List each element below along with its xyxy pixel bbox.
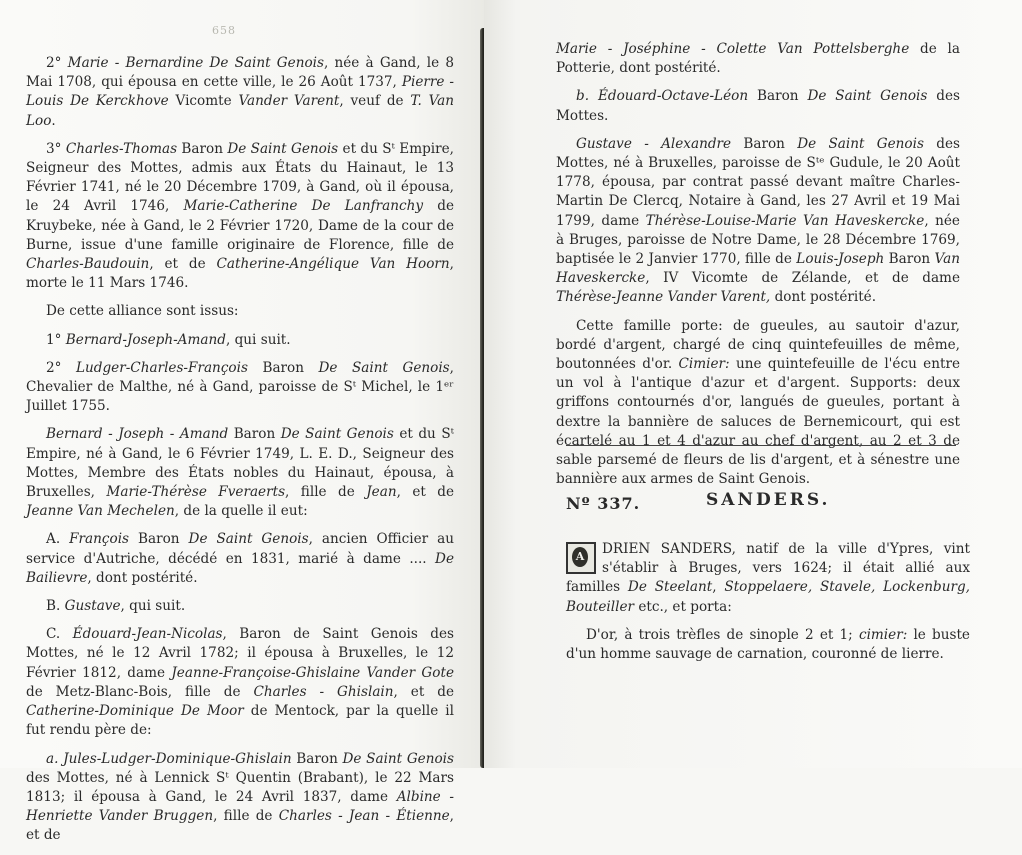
- paragraph-charles-thomas: 3° Charles-Thomas Baron De Saint Genois et du Sᵗ Empire, Seigneur des Mottes, admis aux États du Hainaut, le 13 Février 1741, né le 20 Décembre 1709, à Gand, où il épousa, le 24 Avril 1746, Marie-Catherine De Lanfranchy de Kruybeke, née à Gand, le 2 Février 1720, Dame de la cour de Burne, issue d'une famille originaire de Florence, fille de Charles-Baudouin, et de Catherine-Angélique Van Hoorn, morte le 11 Mars 1746.: [26, 140, 454, 292]
- left-page: [0, 0, 484, 844]
- paragraph-ludger-charles-francois: 2° Ludger-Charles-François Baron De Saint Genois, Chevalier de Malthe, né à Gand, paroisse de Sᵗ Michel, le 1ᵉʳ Juillet 1755.: [26, 359, 454, 415]
- dropcap-ornament-icon: A: [566, 542, 596, 574]
- paragraph-edouard-jean-nicolas: C. Édouard-Jean-Nicolas, Baron de Saint Genois des Mottes, né le 12 Avril 1782; il épousa à Bruxelles, le 12 Février 1812, dame Jeanne-Françoise-Ghislaine Vander Gote de Metz-Blanc-Bois, fille de Charles - Ghislain, et de Catherine-Dominique De Moor de Mentock, par la quelle il fut rendu père de:: [26, 626, 455, 739]
- entry-heading: [566, 490, 966, 514]
- paragraph-marie-josephine: Marie - Joséphine - Colette Van Pottelsberghe de la Potterie, dont postérité.: [556, 41, 961, 77]
- section-divider: [566, 445, 956, 446]
- entry-number: Nº 337.: [566, 494, 641, 513]
- sanders-entry-body: [566, 540, 970, 673]
- paragraph-edouard-octave-leon: b. Édouard-Octave-Léon Baron De Saint Genois des Mottes.: [556, 88, 960, 124]
- paragraph-marie-bernardine: 2° Marie - Bernardine De Saint Genois, née à Gand, le 8 Mai 1708, qui épousa en cette ville, le 26 Août 1737, Pierre - Louis De Kerckhove Vicomte Vander Varent, veuf de T. Van Loo.: [26, 55, 454, 129]
- paragraph-adrien-sanders: A DRIEN SANDERS, natif de la ville d'Ypres, vint s'établir à Bruges, vers 1624; il était allié aux familles De Steelant, Stoppelaere, Stavele, Lockenburg, Bouteiller etc., et porta:: [566, 541, 970, 615]
- paragraph-gustave-alexandre: Gustave - Alexandre Baron De Saint Genois des Mottes, né à Bruxelles, paroisse de Sᵗᵉ Gudule, le 20 Août 1778, épousa, par contrat passé devant maître Charles-Martin De Clercq, Notaire à Gand, les 27 Avril et 19 Mai 1799, dame Thérèse-Louise-Marie Van Haveskercke, née à Bruges, paroisse de Notre Dame, le 28 Décembre 1769, baptisée le 2 Janvier 1770, fille de Louis-Joseph Baron Van Haveskercke, IV Vicomte de Zélande, et de dame Thérèse-Jeanne Vander Varent, dont postérité.: [556, 135, 960, 306]
- paragraph-bernard-joseph-amand: Bernard - Joseph - Amand Baron De Saint Genois et du Sᵗ Empire, né à Gand, le 6 Février 1749, L. E. D., Seigneur des Mottes, Membre des États nobles du Hainaut, épousa, à Bruxelles, Marie-Thérèse Fveraerts, fille de Jean, et de Jeanne Van Mechelen, de la quelle il eut:: [26, 426, 455, 520]
- right-text-column: [556, 40, 960, 498]
- entry-title: SANDERS.: [706, 490, 831, 510]
- left-text-column: [26, 54, 454, 855]
- paragraph-gustave: B. Gustave, qui suit.: [46, 598, 186, 615]
- paragraph-bernard-joseph-amand-item: 1° Bernard-Joseph-Amand, qui suit.: [46, 331, 291, 348]
- paragraph-francois: A. François Baron De Saint Genois, ancien Officier au service d'Autriche, décédé en 1831, marié à dame .... De Bailievre, dont postérité.: [26, 531, 454, 586]
- paragraph-alliance: De cette alliance sont issus:: [46, 303, 239, 320]
- page-number: 658: [212, 24, 236, 37]
- paragraph-sanders-arms: D'or, à trois trèfles de sinople 2 et 1; cimier: le buste d'un homme sauvage de carnation, couronné de lierre.: [566, 626, 970, 663]
- paragraph-blazon: Cette famille porte: de gueules, au sautoir d'azur, bordé d'argent, chargé de cinq quintefeuilles de même, boutonnées d'or. Cimier: une quintefeuille de l'écu entre un vol à l'antique d'azur et d'argent. Supports: deux griffons contournés d'or, langués de gueules, portant à dextre la bannière de saluces de Bernemicourt, qui est écartelé au 1 et 4 d'azur au chef d'argent, au 2 et 3 de sable parsemé de fleurs de lis d'argent, et à sénestre une bannière aux armes de Saint Genois.: [556, 317, 960, 488]
- paragraph-jules-ludger: a. Jules-Ludger-Dominique-Ghislain Baron De Saint Genois des Mottes, né à Lennick Sᵗ Quentin (Brabant), le 22 Mars 1813; il épousa à Gand, le 24 Avril 1837, dame Albine - Henriette Vander Bruggen, fille de Charles - Jean - Étienne, et de: [26, 750, 454, 844]
